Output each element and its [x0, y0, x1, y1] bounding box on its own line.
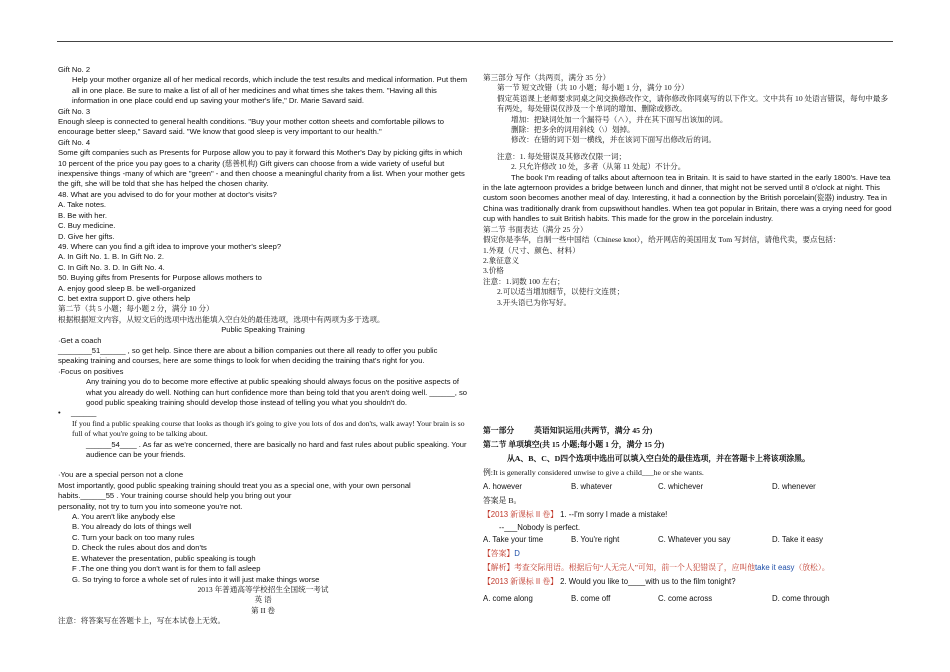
- option: B. whatever: [571, 482, 613, 491]
- answer-notice: 注意：将答案写在答题卡上，写在本试卷上无效。: [58, 616, 226, 626]
- gift2-title: Gift No. 2: [58, 65, 91, 74]
- section1-heading: 第一节 短文改错（共 10 小题；每小题 1 分，满分 10 分）: [497, 83, 689, 93]
- option: A. however: [483, 482, 523, 491]
- option: C. Whatever you say: [658, 535, 731, 544]
- explanation-label: 【解析】: [483, 563, 515, 572]
- point-item: 1.外观（尺寸、颜色、材料）: [483, 245, 580, 255]
- question-1-options: [483, 535, 895, 545]
- paragraph-53: If you find a public speaking course that looks as though it's going to give you lots of dos and don'ts, walk away! Your brain is so full of what you're going to be talking about.: [72, 418, 465, 439]
- subheading-coach: ·Get a coach: [58, 335, 102, 345]
- choice-item: E. Whatever the presentation, public speaking is tough: [72, 553, 256, 563]
- option: B. come off: [571, 594, 611, 603]
- paragraph-55: Most importantly, good public speaking training should treat you as a special one, with your own personal habits.______55 . Your training course should help you bring out your: [58, 480, 411, 501]
- q50-options: C. bet extra support D. give others help: [58, 293, 191, 303]
- explanation-highlight: take it easy: [755, 563, 795, 572]
- section2-heading: 第二节（共 5 小题；每小题 2 分，满分 10 分）: [58, 304, 214, 314]
- part3-heading: 第三部分 写作（共两页，满分 35 分）: [483, 73, 611, 82]
- requirement-1: 注意：1.词数 100 左右；: [483, 276, 565, 286]
- option: D. Take it easy: [772, 535, 823, 544]
- question-tag: 【2013 新课标 II 卷】: [483, 577, 558, 586]
- bullet-dot: •: [58, 408, 61, 418]
- subject-title: 英 语: [254, 595, 272, 605]
- volume-title: 第 II 卷: [250, 605, 276, 615]
- option: A. come along: [483, 594, 533, 603]
- choice-item: B. You already do lots of things well: [72, 522, 192, 532]
- answer-line: [483, 549, 895, 559]
- choice-item: G. So trying to force a whole set of rules into it will just make things worse: [72, 574, 320, 584]
- q48-option: B. Be with her.: [58, 210, 107, 220]
- option: A. Take your time: [483, 535, 544, 544]
- writing-task: 假定你是李华，自制一些中国结（Chinese knot），给开网店的美国用友 Tom 写封信，请他代卖，要点包括：: [483, 235, 841, 245]
- explanation-text: 考查交际用语。根据后句“人无完人”可知，前一个人犯错误了，应叫他: [514, 563, 756, 572]
- subheading-positives: ·Focus on positives: [58, 366, 124, 376]
- section2-heading: 第二节 书面表达（满分 25 分）: [483, 224, 588, 234]
- question-1: [483, 510, 895, 520]
- q48-option: C. Buy medicine.: [58, 221, 116, 231]
- blank-53: ______: [71, 408, 97, 418]
- rule-delete: 删除：把多余的词用斜线（\）划掉。: [511, 125, 635, 135]
- rule-modify: 修改：在错的词下划一横线，并在该词下面写出修改后的词。: [511, 135, 717, 145]
- q49-options: C. In Gift No. 3. D. In Gift No. 4.: [58, 262, 165, 272]
- question-48: 48. What are you advised to do for your mother at doctor's visits?: [58, 189, 277, 199]
- question-2: [483, 577, 895, 587]
- section2-title: 第二节 单项填空(共 15 小题;每小题 1 分，满分 15 分): [483, 440, 665, 449]
- example-question: 例:It is generally considered unwise to give a child___he or she wants.: [483, 468, 704, 477]
- paragraph-52: Any training you do to become more effective at public speaking should always focus on the positive aspects of what you already do well. Nothing can hurt confidence more than being told that you aren't doing well. ______, so good public speaking training should develop those instead of telling you what you shouldn't do.: [86, 377, 467, 407]
- note-2: 2. 只允许修改 10 处，多者（从第 11 处起）不计分。: [511, 162, 686, 172]
- essay-text: The book I'm reading of talks about afternoon tea in Britain. It is said to have started in the early 1800's. Have tea in the late agternoon provides a bridge between lunch and dinner, that might not be served until 8 o'clock at night. This custom soon becomes another meal of day. Interesting, it had a connection by the British porcelain(瓷器) industry. Tea in China was traditionally drank from cupswithout handles. When tea got popular in Britain, there was a crying need for good cup with handles to suit British habits. This made for the grow in the porcelain industry.: [483, 172, 892, 224]
- header-rule: [57, 41, 893, 42]
- q50-options: A. enjoy good sleep B. be well-organized: [58, 283, 196, 293]
- example-answer: 答案是 B。: [483, 496, 522, 505]
- explanation-line: [483, 563, 895, 573]
- grammar-instruction: 从A、B、C、D四个选项中选出可以填入空白处的最佳选项，并在答题卡上将该项涂黑。: [507, 454, 810, 463]
- answer-label: 【答案】: [483, 549, 515, 558]
- bullet-53: [58, 408, 468, 418]
- paragraph-51: ________51______ , so get help. Since there are about a billion companies out there all ready to offer you public speaking training and courses, here are some things to look for when deciding the training that's right for you.: [58, 345, 438, 366]
- question-1-line2: --___Nobody is perfect.: [499, 523, 581, 532]
- choice-item: A. You aren't like anybody else: [72, 512, 176, 522]
- example-options: [483, 482, 895, 492]
- paragraph-54: ______54____ . As far as we're concerned, there are basically no hard and fast rules about public speaking. Your audience can be your friends.: [86, 439, 467, 460]
- gift2-text: Help your mother organize all of her medical records, which include the test results and medical information. Put them all in one place. Be sure to make a list of all of her medicines and what times she takes them. "Having all this information in one place could end up saving your mother's life," Dr. Marie Savard said.: [72, 75, 468, 106]
- part1-label: 第一部分: [483, 426, 515, 435]
- choice-item: D. Check the rules about dos and don'ts: [72, 543, 207, 553]
- q48-option: A. Take notes.: [58, 200, 106, 210]
- option: D. whenever: [772, 482, 816, 491]
- paragraph-55-cont: personality, not try to turn you into someone you're not.: [58, 501, 243, 511]
- note-1: 注意：1. 每处错误及其修改仅限一词；: [497, 151, 627, 161]
- answer-value: D: [514, 549, 520, 558]
- option: B. You're right: [571, 535, 620, 544]
- grammar-section: [483, 426, 895, 608]
- q48-option: D. Give her gifts.: [58, 231, 115, 241]
- question-text: 2. Would you like to____with us to the film tonight?: [560, 577, 736, 586]
- question-50: 50. Buying gifts from Presents for Purpose allows mothers to: [58, 273, 262, 283]
- option: D. come through: [772, 594, 830, 603]
- exam-title: 2013 年普通高等学校招生全国统一考试: [197, 584, 329, 594]
- gift3-title: Gift No. 3: [58, 106, 91, 116]
- option: C. whichever: [658, 482, 704, 491]
- rule-add: 增加：把缺词处加一个漏符号（∧），并在其下面写出该加的词。: [511, 114, 728, 124]
- gift4-title: Gift No. 4: [58, 137, 91, 147]
- point-item: 2.象征意义: [483, 255, 520, 265]
- gift4-text: Some gift companies such as Presents for Purpose allow you to pay it forward this Mother's Day by picking gifts in which 10 percent of the price you pay goes to a charity (慈善机构) Gift givers can choose from a wide variety of useful but inexpensive things -many of which are "green" - and then choose a meaningful charity from a list. When your mother gets the gift, she will be told that she has helped the chosen charity.: [58, 148, 465, 189]
- section1-instruction: 假定英语课上老师要求同桌之间交换修改作文，请你修改你同桌写的以下作文。文中共有 10 处语言错误，每句中最多有两处，每处错误仅涉及一个单词的增加、删除或修改。: [497, 93, 889, 114]
- choice-item: F .The one thing you don't want is for them to fall asleep: [72, 564, 261, 574]
- option: C. come across: [658, 594, 713, 603]
- spacer: [58, 460, 468, 470]
- question-49: 49. Where can you find a gift idea to improve your mother's sleep?: [58, 241, 282, 251]
- question-2-options: [483, 594, 895, 604]
- choice-item: C. Turn your back on too many rules: [72, 532, 195, 542]
- requirement-2: 2.可以适当增加细节，以使行文连贯；: [497, 287, 625, 297]
- part1-heading: [483, 426, 895, 436]
- question-tag: 【2013 新课标 II 卷】: [483, 510, 558, 519]
- part1-title: 英语知识运用(共两节，满分 45 分): [534, 426, 653, 435]
- left-column: [58, 65, 468, 627]
- right-column: [483, 73, 895, 308]
- explanation-tail: （放松）。: [794, 563, 830, 572]
- section2-instruction: 根据根据短文内容，从短文后的选项中选出能填入空白处的最佳选项，选项中有两项为多于选项。: [58, 314, 385, 324]
- gift3-text: Enough sleep is connected to general health conditions. "Buy your mother cotton sheets and comfortable pillows to encourage better sleep," Savard said. "We know that good sleep is very important to our health.": [58, 117, 444, 137]
- subheading-special: ·You are a special person not a clone: [58, 470, 184, 480]
- question-text: 1. --I'm sorry I made a mistake!: [560, 510, 668, 519]
- passage-title: Public Speaking Training: [221, 325, 305, 335]
- point-item: 3.价格: [483, 266, 504, 276]
- q49-options: A. In Gift No. 1. B. In Gift No. 2.: [58, 252, 164, 262]
- requirement-3: 3.开头语已为你写好。: [497, 297, 572, 307]
